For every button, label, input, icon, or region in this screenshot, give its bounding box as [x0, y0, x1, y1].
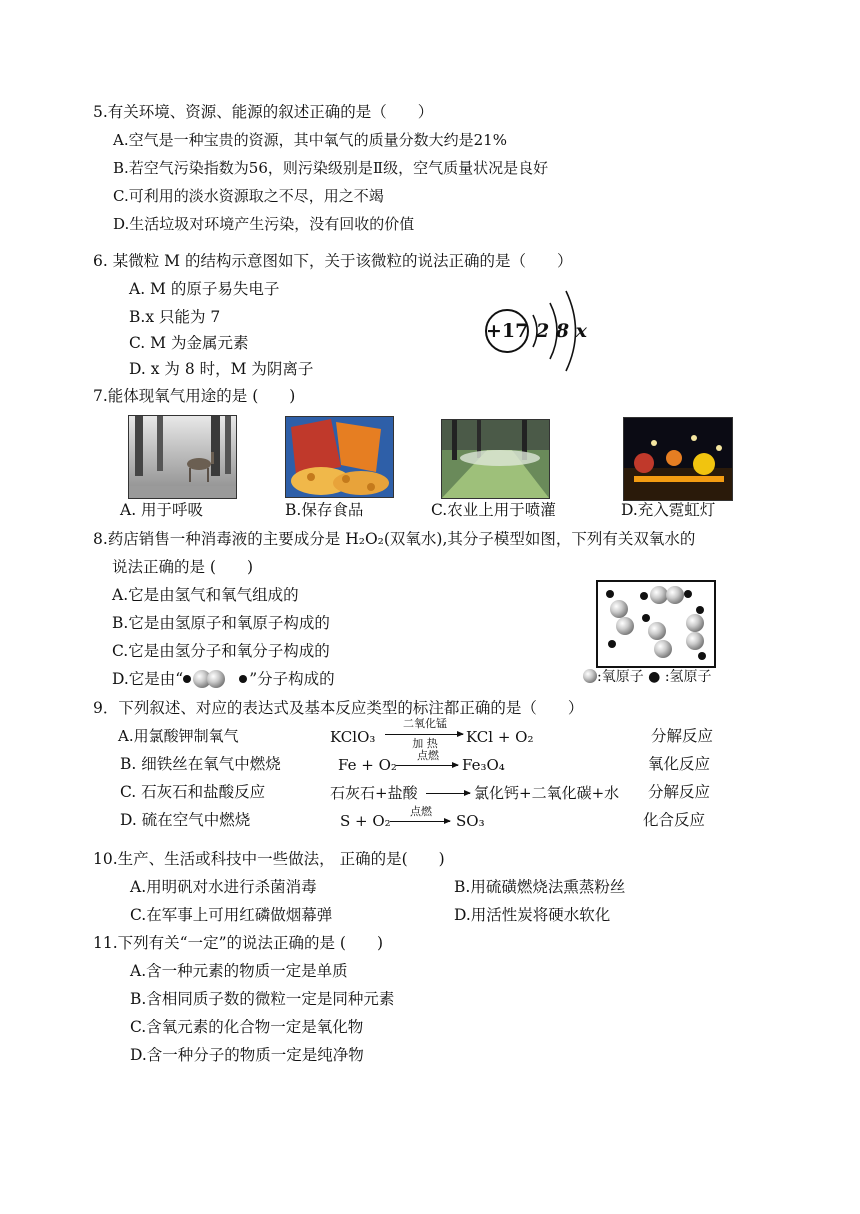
q9-eq-c-right: 氯化钙+二氧化碳+水 — [474, 784, 620, 802]
q9-eq-a-arrow — [385, 734, 463, 735]
q8-option-d-suffix: ”分子构成的 — [249, 670, 335, 688]
q11-option-b: B.含相同质子数的微粒一定是同种元素 — [130, 990, 395, 1008]
q9-eq-a-right: KCl + O₂ — [466, 728, 534, 746]
q9-stem: 9．下列叙述、对应的表达式及基本反应类型的标注都正确的是（ ） — [93, 699, 584, 717]
q9-eq-b-arrow — [396, 765, 458, 766]
q6-option-c: C. M 为金属元素 — [129, 334, 249, 352]
q6-option-b: B.x 只能为 7 — [129, 308, 221, 326]
q10-option-b: B.用硫磺燃烧法熏蒸粉丝 — [454, 878, 626, 896]
q8-option-a: A.它是由氢气和氧气组成的 — [112, 586, 299, 604]
q8-option-d-prefix: D.它是由“ — [112, 670, 184, 688]
q9-row-d-desc: D. 硫在空气中燃烧 — [120, 811, 251, 829]
q7-option-c: C.农业上用于喷灌 — [431, 501, 556, 519]
q7-option-d: D.充入霓虹灯 — [621, 501, 716, 519]
q10-option-c: C.在军事上可用红磷做烟幕弹 — [130, 906, 333, 924]
photo-irrigation — [441, 419, 550, 499]
q9-eq-a-cond-top: 二氧化锰 — [403, 717, 447, 730]
q7-option-a: A. 用于呼吸 — [120, 501, 204, 519]
q9-row-b-desc: B. 细铁丝在氧气中燃烧 — [120, 755, 281, 773]
q9-row-a-desc: A.用氯酸钾制氧气 — [118, 727, 239, 745]
legend-text: :氧原子 ● :氢原子 — [597, 669, 712, 685]
q9-eq-a-cond-bottom: 加 热 — [412, 737, 438, 750]
q8-option-b: B.它是由氢原子和氧原子构成的 — [112, 614, 330, 632]
q7-stem: 7.能体现氧气用途的是 ( ) — [93, 387, 296, 405]
q9-eq-d-right: SO₃ — [456, 812, 485, 830]
photo-food-packaging — [285, 416, 394, 498]
q9-eq-d-arrow — [390, 821, 450, 822]
q6-option-d: D. x 为 8 时，M 为阴离子 — [129, 360, 314, 378]
q9-eq-c-left: 石灰石+盐酸 — [330, 784, 418, 802]
q10-option-d: D.用活性炭将硬水软化 — [454, 906, 611, 924]
q9-eq-b-left: Fe + O₂ — [338, 756, 397, 774]
q5-stem: 5.有关环境、资源、能源的叙述正确的是（ ） — [93, 103, 434, 121]
q8-stem: 8.药店销售一种消毒液的主要成分是 H₂O₂(双氧水),其分子模型如图，下列有关双氧水的 — [93, 530, 696, 548]
q10-stem: 10.生产、生活或科技中一些做法， 正确的是( ) — [93, 850, 445, 868]
q10-option-a: A.用明矾对水进行杀菌消毒 — [130, 878, 317, 896]
q9-row-d-type: 化合反应 — [643, 811, 706, 829]
q7-option-b: B.保存食品 — [285, 501, 364, 519]
q8-option-c: C.它是由氢分子和氧分子构成的 — [112, 642, 330, 660]
q6-stem: 6. 某微粒 M 的结构示意图如下，关于该微粒的说法正确的是（ ） — [93, 252, 573, 270]
atomic-structure-diagram — [478, 283, 598, 379]
h2o2-model-figure — [596, 580, 716, 668]
nucleus-charge: +17 — [486, 320, 529, 342]
h2o2-molecule-icon — [183, 671, 249, 687]
photo-neon-lights — [623, 417, 733, 501]
q9-row-a-type: 分解反应 — [651, 727, 714, 745]
q9-eq-c-arrow — [426, 793, 470, 794]
h2o2-legend — [583, 667, 712, 687]
q6-option-a: A. M 的原子易失电子 — [129, 280, 280, 298]
q9-row-b-type: 氧化反应 — [648, 755, 711, 773]
q11-option-a: A.含一种元素的物质一定是单质 — [130, 962, 348, 980]
q8-option-d — [112, 669, 335, 689]
q5-option-b: B.若空气污染指数为56，则污染级别是Ⅱ级，空气质量状况是良好 — [113, 159, 549, 177]
q5-option-d: D.生活垃圾对环境产生污染，没有回收的价值 — [113, 215, 415, 233]
q9-eq-b-right: Fe₃O₄ — [462, 756, 505, 774]
q5-option-c: C.可利用的淡水资源取之不尽，用之不竭 — [113, 187, 384, 205]
q9-eq-b-cond-top: 点燃 — [417, 749, 439, 762]
q8-stem-line2: 说法正确的是 ( ) — [112, 558, 254, 576]
q5-option-a: A.空气是一种宝贵的资源，其中氧气的质量分数大约是21% — [113, 131, 507, 149]
q9-eq-d-left: S + O₂ — [340, 812, 391, 830]
q11-stem: 11.下列有关“一定”的说法正确的是 ( ) — [93, 934, 384, 952]
photo-deer-breathing — [128, 415, 237, 499]
electron-shells: 2 8 x — [536, 320, 587, 342]
q11-option-d: D.含一种分子的物质一定是纯净物 — [130, 1046, 364, 1064]
q9-eq-d-cond-top: 点燃 — [410, 805, 432, 818]
q11-option-c: C.含氧元素的化合物一定是氧化物 — [130, 1018, 364, 1036]
q9-eq-a-left: KClO₃ — [330, 728, 376, 746]
q9-row-c-desc: C. 石灰石和盐酸反应 — [120, 783, 266, 801]
q9-row-c-type: 分解反应 — [648, 783, 711, 801]
